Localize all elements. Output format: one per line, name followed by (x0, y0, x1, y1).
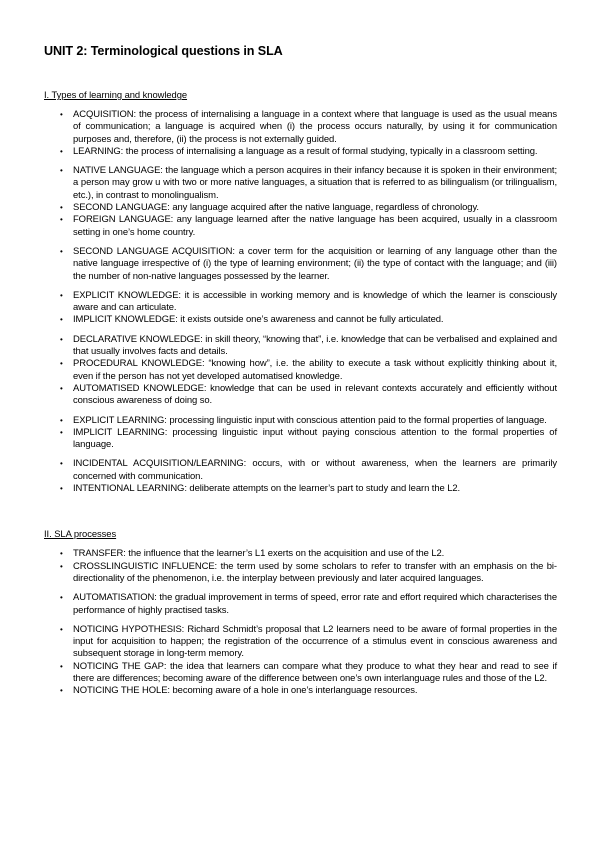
spacer (44, 540, 557, 548)
bullet-group (44, 246, 557, 283)
list-item: • CROSSLINGUISTIC INFLUENCE: the term used by some scholars to refer to transfer with an emphasis on the bi-directionality of the phenomenon, i.e. the interplay between previously and later acquired languages. (44, 561, 557, 586)
spacer (44, 617, 557, 624)
bullet-group (44, 592, 557, 617)
section-types-of-learning-and-knowledge (44, 89, 557, 495)
list-item: • AUTOMATISATION: the gradual improvement in terms of speed, error rate and effort required which characterises the performance of highly practised tasks. (44, 592, 557, 617)
section-heading: II. SLA processes (44, 528, 117, 540)
list-item: • NOTICING THE GAP: the idea that learners can compare what they produce to what they hear and read to see if there are differences; becoming aware of the difference between one’s own interlanguage rules and those of the L2. (44, 661, 557, 686)
list-item: • INCIDENTAL ACQUISITION/LEARNING: occurs, with or without awareness, when the learners are primarily concerned with communication. (44, 458, 557, 483)
list-item: • INTENTIONAL LEARNING: deliberate attempts on the learner’s part to study and learn the L2. (44, 483, 557, 495)
spacer (44, 495, 557, 528)
section-heading: I. Types of learning and knowledge (44, 89, 188, 100)
spacer (44, 327, 557, 334)
section-sla-processes (44, 528, 557, 697)
bullet-group (44, 415, 557, 452)
list-item: • NOTICING HYPOTHESIS: Richard Schmidt’s proposal that L2 learners need to be aware of formal properties in the input for acquisition to happen; the registration of the occurrence of a stimulus event in conscious awareness and subsequent storage in long-term memory. (44, 624, 557, 661)
spacer (44, 451, 557, 458)
list-item: • LEARNING: the process of internalising a language as a result of formal studying, typically in a classroom setting. (44, 146, 557, 158)
spacer (44, 585, 557, 592)
list-item: • IMPLICIT KNOWLEDGE: it exists outside one’s awareness and cannot be fully articulated. (44, 314, 557, 326)
spacer (44, 283, 557, 290)
bullet-group (44, 109, 557, 158)
list-item: • NOTICING THE HOLE: becoming aware of a hole in one’s interlanguage resources. (44, 685, 557, 697)
list-item: • PROCEDURAL KNOWLEDGE: “knowing how”, i.e. the ability to execute a task without explicitly thinking about it, even if the person has not yet developed automatised knowledge. (44, 358, 557, 383)
list-item: • TRANSFER: the influence that the learner’s L1 exerts on the acquisition and use of the L2. (44, 548, 557, 560)
list-item: • DECLARATIVE KNOWLEDGE: in skill theory, “knowing that”, i.e. knowledge that can be verbalised and explained and that usually involves facts and details. (44, 334, 557, 359)
list-item: • SECOND LANGUAGE ACQUISITION: a cover term for the acquisition or learning of any language other than the native language irrespective of (i) the type of learning environment; (ii) the type of contact with the language; and (iii) the number of non-native languages possessed by the learner. (44, 246, 557, 283)
bullet-group (44, 458, 557, 495)
spacer (44, 158, 557, 165)
list-item: • IMPLICIT LEARNING: processing linguistic input without paying conscious attention to the formal properties of language. (44, 427, 557, 452)
bullet-group (44, 624, 557, 698)
list-item: • ACQUISITION: the process of internalising a language in a context where that language is used as the usual means of communication; a language is acquired when (i) the process occurs naturally, by using it for communication purposes and, therefore, (ii) the process is not externally guided. (44, 109, 557, 146)
spacer (44, 408, 557, 415)
list-item: • FOREIGN LANGUAGE: any language learned after the native language has been acquired, usually in a classroom setting in one’s home country. (44, 214, 557, 239)
bullet-group (44, 165, 557, 239)
list-item: • EXPLICIT LEARNING: processing linguistic input with conscious attention paid to the formal properties of language. (44, 415, 557, 427)
list-item: • EXPLICIT KNOWLEDGE: it is accessible in working memory and is knowledge of which the learner is consciously aware and can articulate. (44, 290, 557, 315)
spacer (44, 239, 557, 246)
spacer (44, 58, 557, 89)
list-item: • NATIVE LANGUAGE: the language which a person acquires in their infancy because it is spoken in their environment; a person may grow u with two or more native languages, a situation that is referred to as bilingualism (or trilingualism, etc.), in contrast to monolingualism. (44, 165, 557, 202)
bullet-group (44, 548, 557, 585)
page-title: UNIT 2: Terminological questions in SLA (44, 44, 283, 58)
bullet-group (44, 290, 557, 327)
list-item: • AUTOMATISED KNOWLEDGE: knowledge that can be used in relevant contexts accurately and efficiently without conscious awareness of doing so. (44, 383, 557, 408)
spacer (44, 101, 557, 109)
bullet-group (44, 334, 557, 408)
list-item: • SECOND LANGUAGE: any language acquired after the native language, regardless of chronology. (44, 202, 557, 214)
